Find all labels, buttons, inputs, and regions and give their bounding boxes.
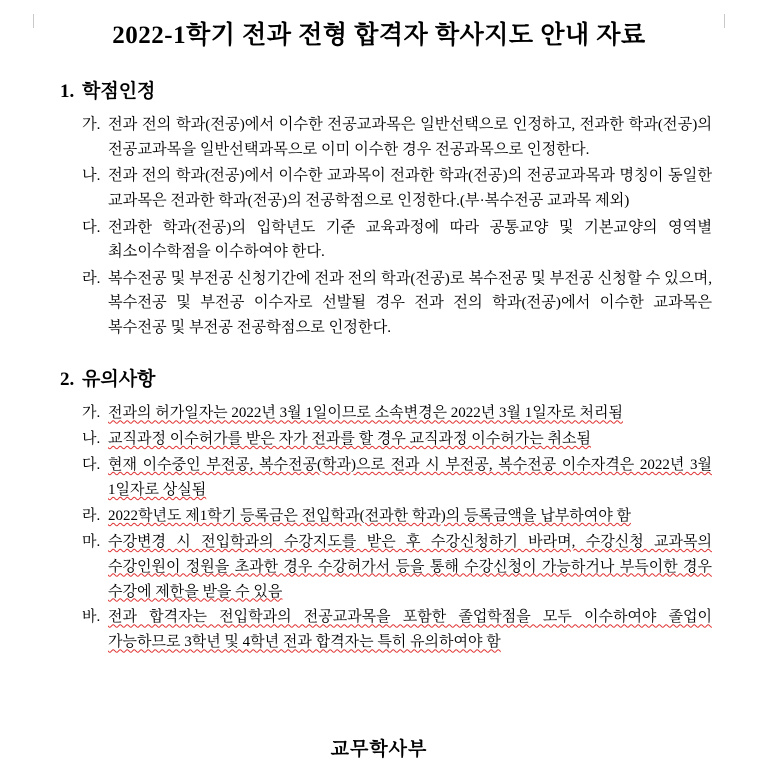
section-credit-recognition	[44, 79, 714, 341]
list-item	[44, 504, 714, 529]
list-item-marker: 다.	[82, 218, 101, 236]
list-item-marker: 다.	[82, 457, 101, 474]
document-footer: 교무학사부	[330, 739, 428, 760]
list-item-text: 교직과정 이수허가를 받은 자가 전과를 할 경우 교직과정 이수허가는 취소됨	[108, 431, 591, 448]
page-edge-line-left	[33, 14, 34, 28]
section-number: 1.	[60, 80, 75, 102]
section-heading	[60, 79, 714, 106]
list-item-marker: 라.	[82, 269, 101, 287]
section-number: 2.	[60, 368, 75, 390]
section-title: 유의사항	[82, 368, 156, 390]
section-item-list	[44, 113, 714, 341]
section-notices	[44, 367, 714, 656]
list-item-text: 현재 이수중인 부전공, 복수전공(학과)으로 전과 시 부전공, 복수전공 이수자격은 2022년 3월 1일자로 상실됨	[108, 457, 712, 498]
document-page	[0, 14, 758, 765]
list-item-marker: 라.	[82, 507, 101, 524]
list-item-text: 복수전공 및 부전공 신청기간에 전과 전의 학과(전공)로 복수전공 및 부전공 신청할 수 있으며, 복수전공 및 부전공 이수자로 선발될 경우 전과 전의 학과(전공)에서 이수한 교과목은 복수전공 및 부전공 전공학점으로 인정한다.	[108, 269, 712, 337]
section-heading	[60, 367, 714, 394]
list-item-marker: 가.	[82, 405, 101, 422]
list-item-marker: 바.	[82, 609, 101, 626]
list-item	[44, 216, 714, 265]
list-item-text: 전과한 학과(전공)의 입학년도 기준 교육과정에 따라 공통교양 및 기본교양의 영역별 최소이수학점을 이수하여야 한다.	[108, 218, 712, 261]
list-item	[44, 530, 714, 605]
list-item	[44, 605, 714, 655]
list-item-marker: 가.	[82, 116, 101, 134]
list-item-text: 전과 전의 학과(전공)에서 이수한 교과목이 전과한 학과(전공)의 전공교과목과 명칭이 동일한 교과목은 전과한 학과(전공)의 전공학점으로 인정한다.(부·복수전공 교과목 제외)	[108, 167, 712, 209]
list-item	[44, 401, 714, 426]
list-item-text: 2022학년도 제1학기 등록금은 전입학과(전과한 학과)의 등록금액을 납부하여야 함	[108, 507, 631, 524]
list-item	[44, 267, 714, 341]
list-item	[44, 453, 714, 503]
list-item	[44, 427, 714, 452]
list-item-text: 전과 전의 학과(전공)에서 이수한 전공교과목은 일반선택으로 인정하고, 전과한 학과(전공)의 전공교과목을 일반선택과목으로 이미 이수한 경우 전공과목으로 인정한다.	[108, 116, 712, 158]
section-item-list	[44, 401, 714, 655]
section-title: 학점인정	[82, 80, 156, 102]
list-item	[44, 164, 714, 213]
list-item-text: 수강변경 시 전입학과의 수강지도를 받은 후 수강신청하기 바라며, 수강신청 교과목의 수강인원이 정원을 초과한 경우 수강허가서 등을 통해 수강신청이 가능하거나 부득이한 경우 수강에 제한을 받을 수 있음	[108, 533, 712, 600]
list-item-text: 전과의 허가일자는 2022년 3월 1일이므로 소속변경은 2022년 3월 1일자로 처리됨	[108, 405, 623, 422]
page-title: 2022-1학기 전과 전형 합격자 학사지도 안내 자료	[112, 22, 646, 49]
list-item	[44, 113, 714, 162]
list-item-text: 전과 합격자는 전입학과의 전공교과목을 포함한 졸업학점을 모두 이수하여야 졸업이 가능하므로 3학년 및 4학년 전과 합격자는 특히 유의하여야 함	[108, 609, 712, 651]
list-item-marker: 나.	[82, 431, 101, 448]
list-item-marker: 나.	[82, 167, 101, 185]
page-edge-line-right	[724, 14, 725, 28]
list-item-marker: 마.	[82, 533, 101, 550]
